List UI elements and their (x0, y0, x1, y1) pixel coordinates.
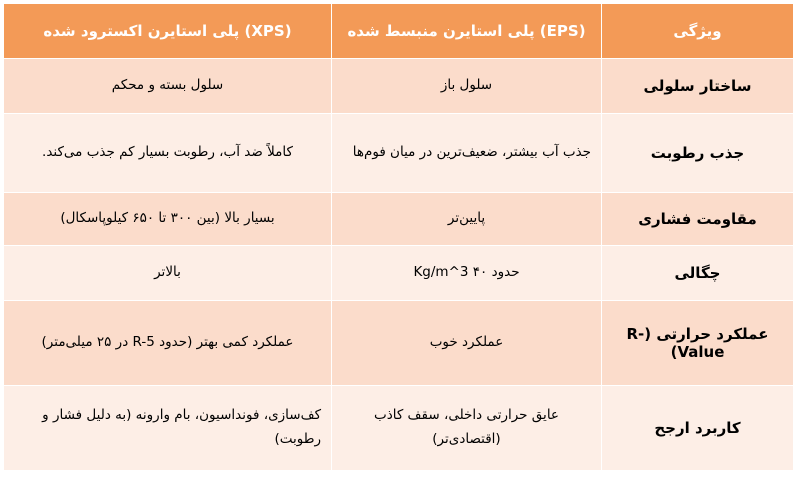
row-eps-cell: حدود ۴۰ Kg/m^3 (332, 246, 602, 301)
table-header (4, 4, 794, 59)
row-feature-cell: چگالی (602, 246, 794, 301)
header-eps: (EPS) پلی استایرن منبسط شده (332, 4, 602, 59)
header-feature: ویژگی (602, 4, 794, 59)
row-feature-cell: کاربرد ارجح (602, 386, 794, 471)
header-row (4, 4, 794, 59)
row-eps-cell: جذب آب بیشتر، ضعیف‌ترین در میان فوم‌ها (332, 114, 602, 193)
table-row (4, 386, 794, 471)
table-row (4, 193, 794, 246)
table-body (4, 59, 794, 471)
row-feature-cell: عملکرد حرارتی (R-Value) (602, 301, 794, 386)
header-xps: (XPS) پلی استایرن اکسترود شده (4, 4, 332, 59)
table-row (4, 301, 794, 386)
row-feature-cell: جذب رطوبت (602, 114, 794, 193)
table-row (4, 246, 794, 301)
table-row (4, 59, 794, 114)
row-xps-cell: کاملاً ضد آب، رطوبت بسیار کم جذب می‌کند. (4, 114, 332, 193)
row-eps-cell: عملکرد خوب (332, 301, 602, 386)
row-feature-cell: مقاومت فشاری (602, 193, 794, 246)
row-xps-cell: بالاتر (4, 246, 332, 301)
row-xps-cell: عملکرد کمی بهتر (حدود R-5 در ۲۵ میلی‌متر) (4, 301, 332, 386)
row-eps-cell: پایین‌تر (332, 193, 602, 246)
comparison-table-container (3, 3, 793, 471)
row-eps-cell: سلول باز (332, 59, 602, 114)
row-feature-cell: ساختار سلولی (602, 59, 794, 114)
row-xps-cell: کف‌سازی، فونداسیون، بام وارونه (به دلیل فشار و رطوبت) (4, 386, 332, 471)
row-xps-cell: بسیار بالا (بین ۳۰۰ تا ۶۵۰ کیلوپاسکال) (4, 193, 332, 246)
table-row (4, 114, 794, 193)
xps-eps-comparison-table (3, 3, 794, 471)
row-eps-cell: عایق حرارتی داخلی، سقف کاذب (اقتصادی‌تر) (332, 386, 602, 471)
row-xps-cell: سلول بسته و محکم (4, 59, 332, 114)
